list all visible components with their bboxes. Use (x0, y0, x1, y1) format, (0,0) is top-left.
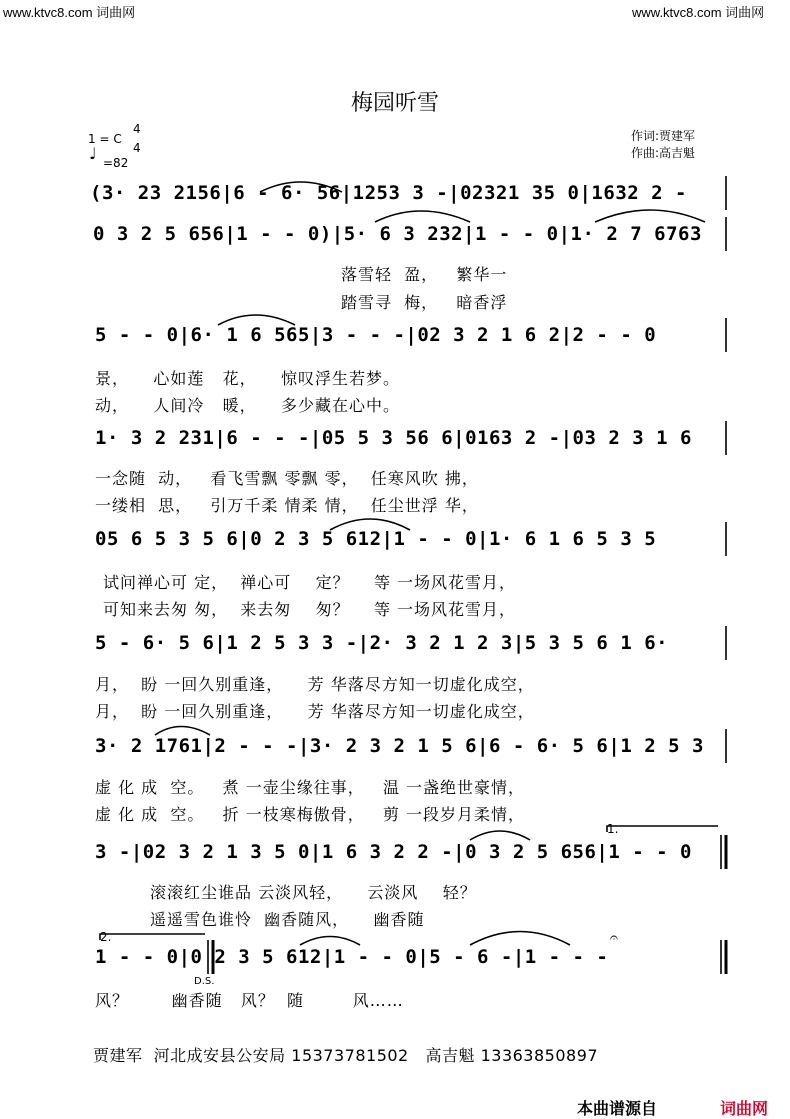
time-denominator: 4 (133, 141, 141, 155)
notation-line-3: 5 - - 0|6· 1 6 565|3 - - -|02 3 2 1 6 2|2 - - 0 (95, 324, 657, 346)
fermata-icon: 𝄐 (610, 930, 618, 946)
notation-line-7: 3· 2 1761|2 - - -|3· 2 3 2 1 5 6|6 - 6· 5 6|1 2 5 3 (95, 735, 704, 757)
time-numerator: 4 (133, 122, 141, 136)
notation-line-8: 3 -|02 3 2 1 3 5 0|1 6 3 2 2 -|0 3 2 5 656|1 - - 0 (95, 841, 692, 863)
notation-line-4: 1· 3 2 231|6 - - -|05 5 3 56 6|0163 2 -|03 2 3 1 6 (95, 427, 692, 449)
source-label: 本曲谱源自 (577, 1099, 658, 1118)
notation-line-5: 05 6 5 3 5 6|0 2 3 5 612|1 - - 0|1· 6 1 6 5 3 5 (95, 528, 657, 550)
watermark-left: www.ktvc8.com 词曲网 (3, 5, 136, 20)
lyric-3-verse1: 景， 心如莲 花， 惊叹浮生若梦。 (95, 369, 400, 388)
source-brand-logo: 词曲网 (720, 1099, 769, 1118)
lyric-9: 风？ 幽香随 风？ 随 风…… (95, 991, 404, 1010)
lyric-6-verse1: 月， 盼 一回久别重逢， 芳 华落尽方知一切虚化成空， (95, 675, 535, 694)
quarter-note-icon: ♩ (89, 144, 97, 163)
watermark-right: www.ktvc8.com 词曲网 (632, 5, 765, 20)
lyric-4-verse2: 一缕相 思， 引万千柔 情柔 情， 任尘世浮 华， (95, 496, 479, 515)
lyric-5-verse1: 试问禅心可 定， 禅心可 定？ 等 一场风花雪月， (103, 573, 517, 592)
lyric-3-verse2: 动， 人间冷 暖， 多少藏在心中。 (95, 396, 400, 415)
notation-line-2: 0 3 2 5 656|1 - - 0)|5· 6 3 232|1 - - 0|1· 2 7 6763 (93, 223, 702, 245)
ds-marker: D.S. (194, 976, 215, 987)
volta-2-label: 2. (100, 930, 112, 944)
lyric-7-verse1: 虚 化 成 空。 煮 一壶尘缘往事， 温 一盏绝世豪情， (95, 778, 526, 797)
lyric-7-verse2: 虚 化 成 空。 折 一枝寒梅傲骨， 剪 一段岁月柔情， (95, 805, 526, 824)
volta-1-label: 1. (607, 822, 619, 836)
key-signature: 1 = C (88, 132, 122, 146)
notation-line-9: 1 - - 0|0 2 3 5 612|1 - - 0|5 - 6 -|1 - - - (95, 946, 609, 968)
notation-line-6: 5 - 6· 5 6|1 2 5 3 3 -|2· 3 2 1 2 3|5 3 5 6 1 6· (95, 632, 669, 654)
notation-line-1: (3· 23 2156|6 - 6· 56|1253 3 -|02321 35 0|1632 2 - (90, 182, 687, 204)
composer-credit: 作曲:高吉魁 (631, 146, 696, 160)
lyric-8-verse2: 遥遥雪色谁怜 幽香随风， 幽香随 (150, 910, 425, 929)
lyric-8-verse1: 滚滚红尘谁品 云淡风轻， 云淡风 轻？ (150, 883, 477, 902)
lyric-6-verse2: 月， 盼 一回久别重逢， 芳 华落尽方知一切虚化成空， (95, 702, 535, 721)
lyric-4-verse1: 一念随 动， 看飞雪飘 零飘 零， 任寒风吹 拂， (95, 469, 479, 488)
footer-contact: 贾建军 河北成安县公安局 15373781502 高吉魁 13363850897 (93, 1046, 599, 1065)
lyric-2-verse2: 踏雪寻 梅， 暗香浮 (341, 293, 508, 312)
lyric-5-verse2: 可知来去匆 匆， 来去匆 匆？ 等 一场风花雪月， (103, 600, 517, 619)
tempo-mark: =82 (103, 156, 129, 170)
lyricist-credit: 作词:贾建军 (631, 129, 696, 143)
song-title: 梅园听雪 (350, 91, 439, 116)
lyric-2-verse1: 落雪轻 盈， 繁华一 (341, 265, 508, 284)
